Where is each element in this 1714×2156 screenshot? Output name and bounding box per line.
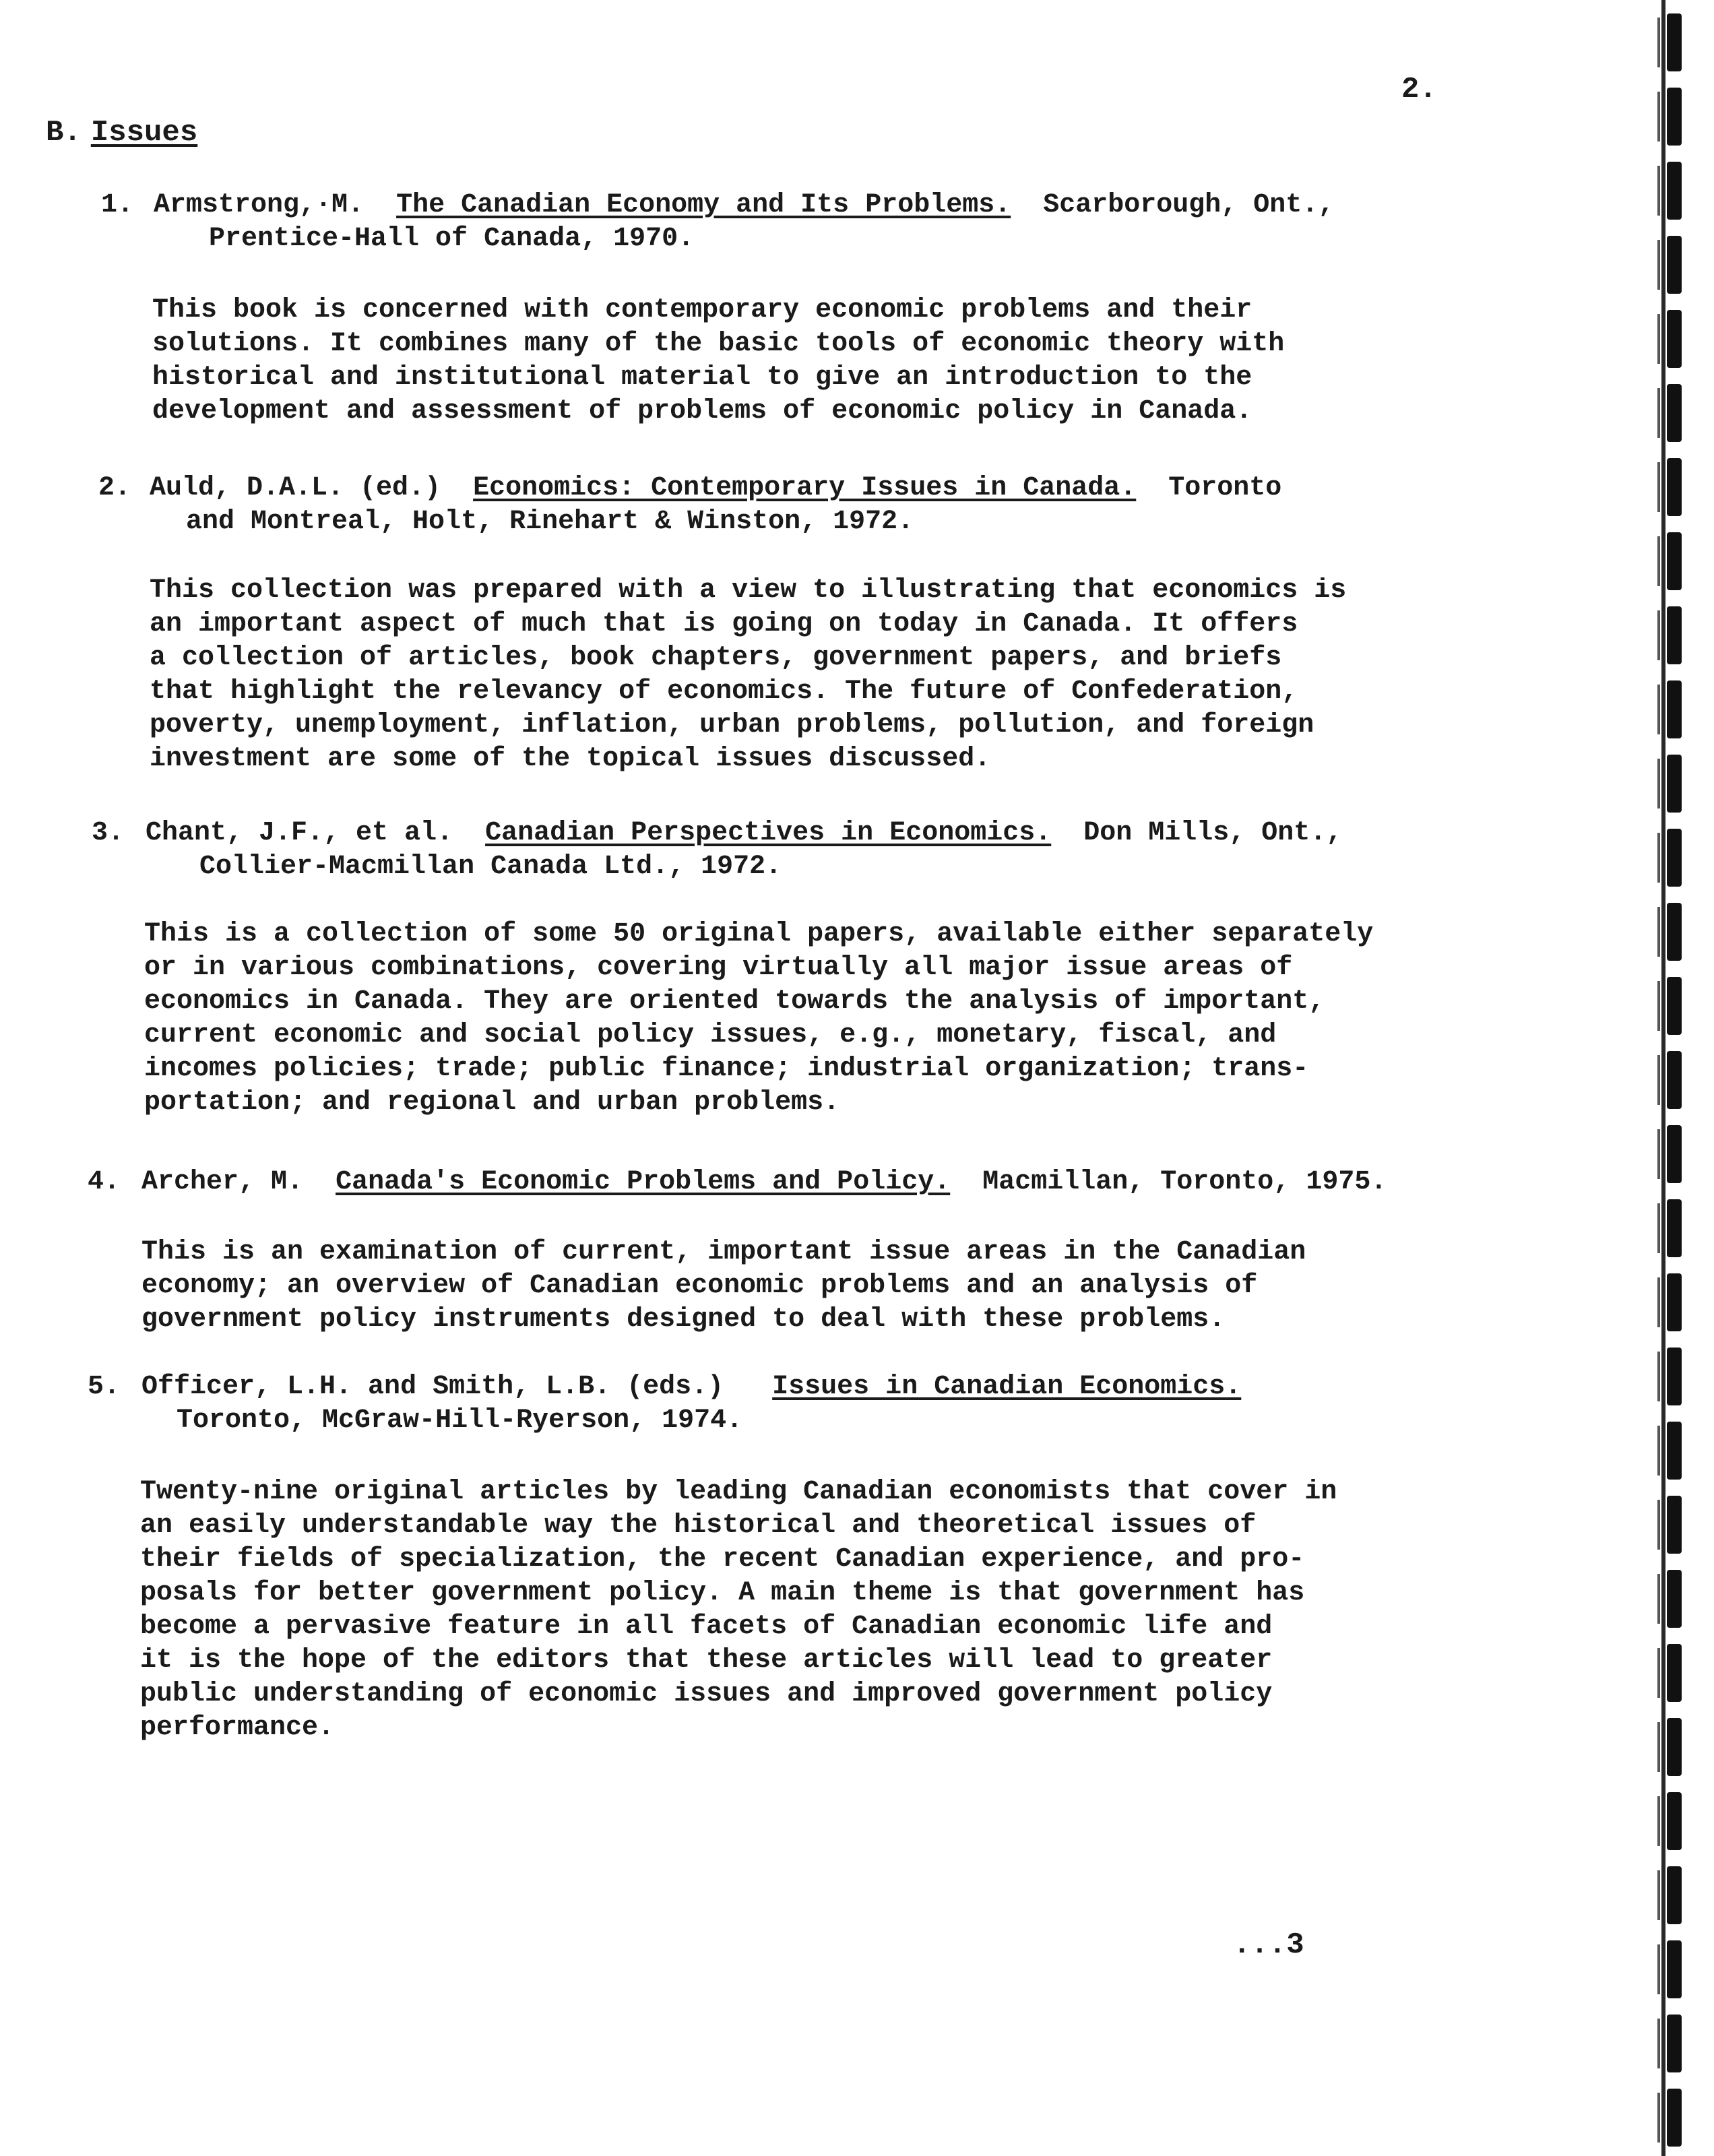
annotation-line: solutions. It combines many of the basic tools of economic theory with	[152, 329, 1285, 359]
binding-ring-edge	[1657, 2019, 1660, 2068]
annotation-line: current economic and social policy issues, e.g., monetary, fiscal, and	[144, 1020, 1277, 1050]
binding-ring-edge	[1657, 1500, 1660, 1550]
binding-ring	[1667, 903, 1682, 961]
annotation-line: posals for better government policy. A main theme is that government has	[140, 1578, 1305, 1608]
annotation-line: This book is concerned with contemporary economic problems and their	[152, 295, 1252, 325]
entry-number: 3.	[92, 818, 125, 848]
bibliography-entry	[0, 1166, 1550, 1335]
citation	[0, 189, 1550, 256]
binding-ring	[1667, 1348, 1682, 1405]
spiral-binding	[1637, 0, 1714, 2156]
binding-ring	[1667, 1644, 1682, 1702]
annotation-line: poverty, unemployment, inflation, urban problems, pollution, and foreign	[150, 710, 1314, 740]
binding-ring	[1667, 1792, 1682, 1850]
annotation-line: an important aspect of much that is going on today in Canada. It offers	[150, 609, 1298, 639]
binding-ring-edge	[1657, 240, 1660, 290]
entry-author: Officer, L.H. and Smith, L.B. (eds.)	[141, 1372, 724, 1402]
citation-line-1	[146, 817, 1342, 850]
binding-ring-edge	[1657, 1055, 1660, 1105]
citation	[0, 1370, 1550, 1438]
binding-ring	[1667, 977, 1682, 1035]
entry-publisher: Macmillan, Toronto, 1975.	[982, 1167, 1387, 1197]
citation	[0, 817, 1550, 884]
bibliography-entry	[0, 817, 1550, 1118]
binding-ring	[1667, 88, 1682, 146]
page-number: 2.	[1401, 73, 1437, 106]
binding-ring-edge	[1657, 388, 1660, 438]
binding-ring-edge	[1657, 92, 1660, 141]
citation-line-2: Prentice-Hall of Canada, 1970.	[209, 224, 695, 254]
entry-number: 4.	[88, 1167, 121, 1197]
annotation-line: economy; an overview of Canadian economic problems and an analysis of	[141, 1271, 1258, 1301]
entry-title: Issues in Canadian Economics.	[772, 1372, 1242, 1402]
annotation-line: economics in Canada. They are oriented towards the analysis of important,	[144, 986, 1325, 1017]
annotation-line: This is an examination of current, important issue areas in the Canadian	[141, 1237, 1306, 1267]
binding-ring	[1667, 13, 1682, 71]
binding-ring-edge	[1657, 1944, 1660, 1994]
entry-author: Chant, J.F., et al.	[146, 818, 453, 848]
bibliography-entry	[0, 1370, 1550, 1743]
annotation-line: development and assessment of problems of economic policy in Canada.	[152, 396, 1252, 426]
annotation-line: government policy instruments designed to deal with these problems.	[141, 1304, 1226, 1335]
binding-ring	[1667, 310, 1682, 368]
binding-ring	[1667, 606, 1682, 664]
citation	[0, 472, 1550, 539]
binding-ring-edge	[1657, 166, 1660, 216]
section-heading	[46, 116, 197, 150]
bibliography-entry	[0, 189, 1550, 426]
annotation-line: Twenty-nine original articles by leading Canadian economists that cover in	[140, 1477, 1337, 1507]
binding-ring	[1667, 1940, 1682, 1998]
citation-line-1	[150, 472, 1281, 505]
citation-line-2: Collier-Macmillan Canada Ltd., 1972.	[199, 852, 782, 882]
binding-ring-edge	[1657, 1426, 1660, 1476]
binding-ring-edge	[1657, 462, 1660, 512]
binding-ring	[1667, 532, 1682, 590]
entry-number: 2.	[98, 473, 131, 503]
binding-ring-edge	[1657, 833, 1660, 883]
binding-ring-edge	[1657, 1203, 1660, 1253]
section-letter: B.	[46, 116, 82, 150]
binding-ring-edge	[1657, 907, 1660, 957]
entry-title: Economics: Contemporary Issues in Canada.	[473, 473, 1137, 503]
binding-ring-edge	[1657, 1129, 1660, 1179]
binding-ring	[1667, 2089, 1682, 2147]
annotation-line: incomes policies; trade; public finance; industrial organization; trans-	[144, 1054, 1309, 1084]
binding-ring-edge	[1657, 685, 1660, 734]
annotation-line: historical and institutional material to give an introduction to the	[152, 362, 1252, 393]
binding-ring	[1667, 1570, 1682, 1628]
annotation-line: a collection of articles, book chapters, government papers, and briefs	[150, 643, 1282, 673]
annotation-line: This is a collection of some 50 original papers, available either separately	[144, 919, 1374, 949]
annotation-line: public understanding of economic issues and improved government policy	[140, 1679, 1273, 1709]
annotation-line: become a pervasive feature in all facets of Canadian economic life and	[140, 1612, 1273, 1642]
binding-ring	[1667, 1422, 1682, 1480]
annotation-line: an easily understandable way the historical and theoretical issues of	[140, 1511, 1257, 1541]
binding-ring	[1667, 1199, 1682, 1257]
entry-number: 1.	[101, 190, 134, 220]
citation-line-2: Toronto, McGraw-Hill-Ryerson, 1974.	[177, 1405, 743, 1436]
entry-publisher: Toronto	[1168, 473, 1282, 503]
binding-ring	[1667, 1866, 1682, 1924]
binding-ring	[1667, 1718, 1682, 1776]
binding-ring-edge	[1657, 1796, 1660, 1846]
section-title: Issues	[90, 116, 198, 150]
binding-ring-edge	[1657, 314, 1660, 364]
annotation-line: their fields of specialization, the recent Canadian experience, and pro-	[140, 1544, 1305, 1575]
annotation-line: investment are some of the topical issues discussed.	[150, 744, 991, 774]
binding-ring	[1667, 755, 1682, 813]
entry-title: Canadian Perspectives in Economics.	[485, 818, 1052, 848]
binding-ring	[1667, 1125, 1682, 1183]
citation-line-1	[141, 1166, 1387, 1199]
binding-ring	[1667, 680, 1682, 738]
entry-title: Canada's Economic Problems and Policy.	[336, 1167, 951, 1197]
continued-marker: ...3	[1233, 1928, 1304, 1962]
annotation-line: that highlight the relevancy of economics. The future of Confederation,	[150, 676, 1298, 707]
entry-number: 5.	[88, 1372, 121, 1402]
binding-ring-edge	[1657, 536, 1660, 586]
annotation-line: or in various combinations, covering virtually all major issue areas of	[144, 953, 1293, 983]
bibliography-entry	[0, 472, 1550, 774]
citation	[0, 1166, 1550, 1199]
entry-publisher: Don Mills, Ont.,	[1083, 818, 1343, 848]
citation-line-1	[141, 1370, 1241, 1404]
binding-ring-edge	[1657, 2093, 1660, 2143]
entry-author: Armstrong,·M.	[154, 190, 364, 220]
entry-annotation	[140, 1476, 1337, 1745]
binding-ring-edge	[1657, 610, 1660, 660]
entry-title: The Canadian Economy and Its Problems.	[396, 190, 1011, 220]
binding-ring	[1667, 1496, 1682, 1554]
binding-ring-edge	[1657, 1277, 1660, 1327]
binding-ring-edge	[1657, 1648, 1660, 1698]
binding-ring	[1667, 829, 1682, 887]
binding-ring	[1667, 162, 1682, 220]
binding-ring-edge	[1657, 1352, 1660, 1401]
binding-ring-edge	[1657, 1574, 1660, 1624]
entry-annotation	[144, 918, 1373, 1120]
entry-annotation	[150, 574, 1346, 776]
entry-annotation	[141, 1236, 1306, 1337]
binding-ring	[1667, 1273, 1682, 1331]
binding-spine	[1661, 0, 1665, 2156]
binding-ring-edge	[1657, 1722, 1660, 1772]
annotation-line: it is the hope of the editors that these articles will lead to greater	[140, 1645, 1273, 1676]
citation-line-2: and Montreal, Holt, Rinehart & Winston, 1972.	[186, 507, 914, 537]
entry-annotation	[152, 294, 1284, 429]
binding-ring	[1667, 384, 1682, 442]
binding-ring-edge	[1657, 759, 1660, 808]
binding-ring-edge	[1657, 981, 1660, 1031]
binding-ring-edge	[1657, 18, 1660, 67]
entry-author: Auld, D.A.L. (ed.)	[150, 473, 441, 503]
annotation-line: This collection was prepared with a view to illustrating that economics is	[150, 575, 1347, 606]
annotation-line: performance.	[140, 1713, 335, 1743]
binding-ring	[1667, 236, 1682, 294]
entry-publisher: Scarborough, Ont.,	[1043, 190, 1335, 220]
binding-ring	[1667, 458, 1682, 516]
entry-author: Archer, M.	[141, 1167, 304, 1197]
annotation-line: portation; and regional and urban problems.	[144, 1087, 840, 1118]
binding-ring	[1667, 2015, 1682, 2072]
citation-line-1	[154, 189, 1334, 222]
binding-ring-edge	[1657, 1870, 1660, 1920]
binding-ring	[1667, 1051, 1682, 1109]
